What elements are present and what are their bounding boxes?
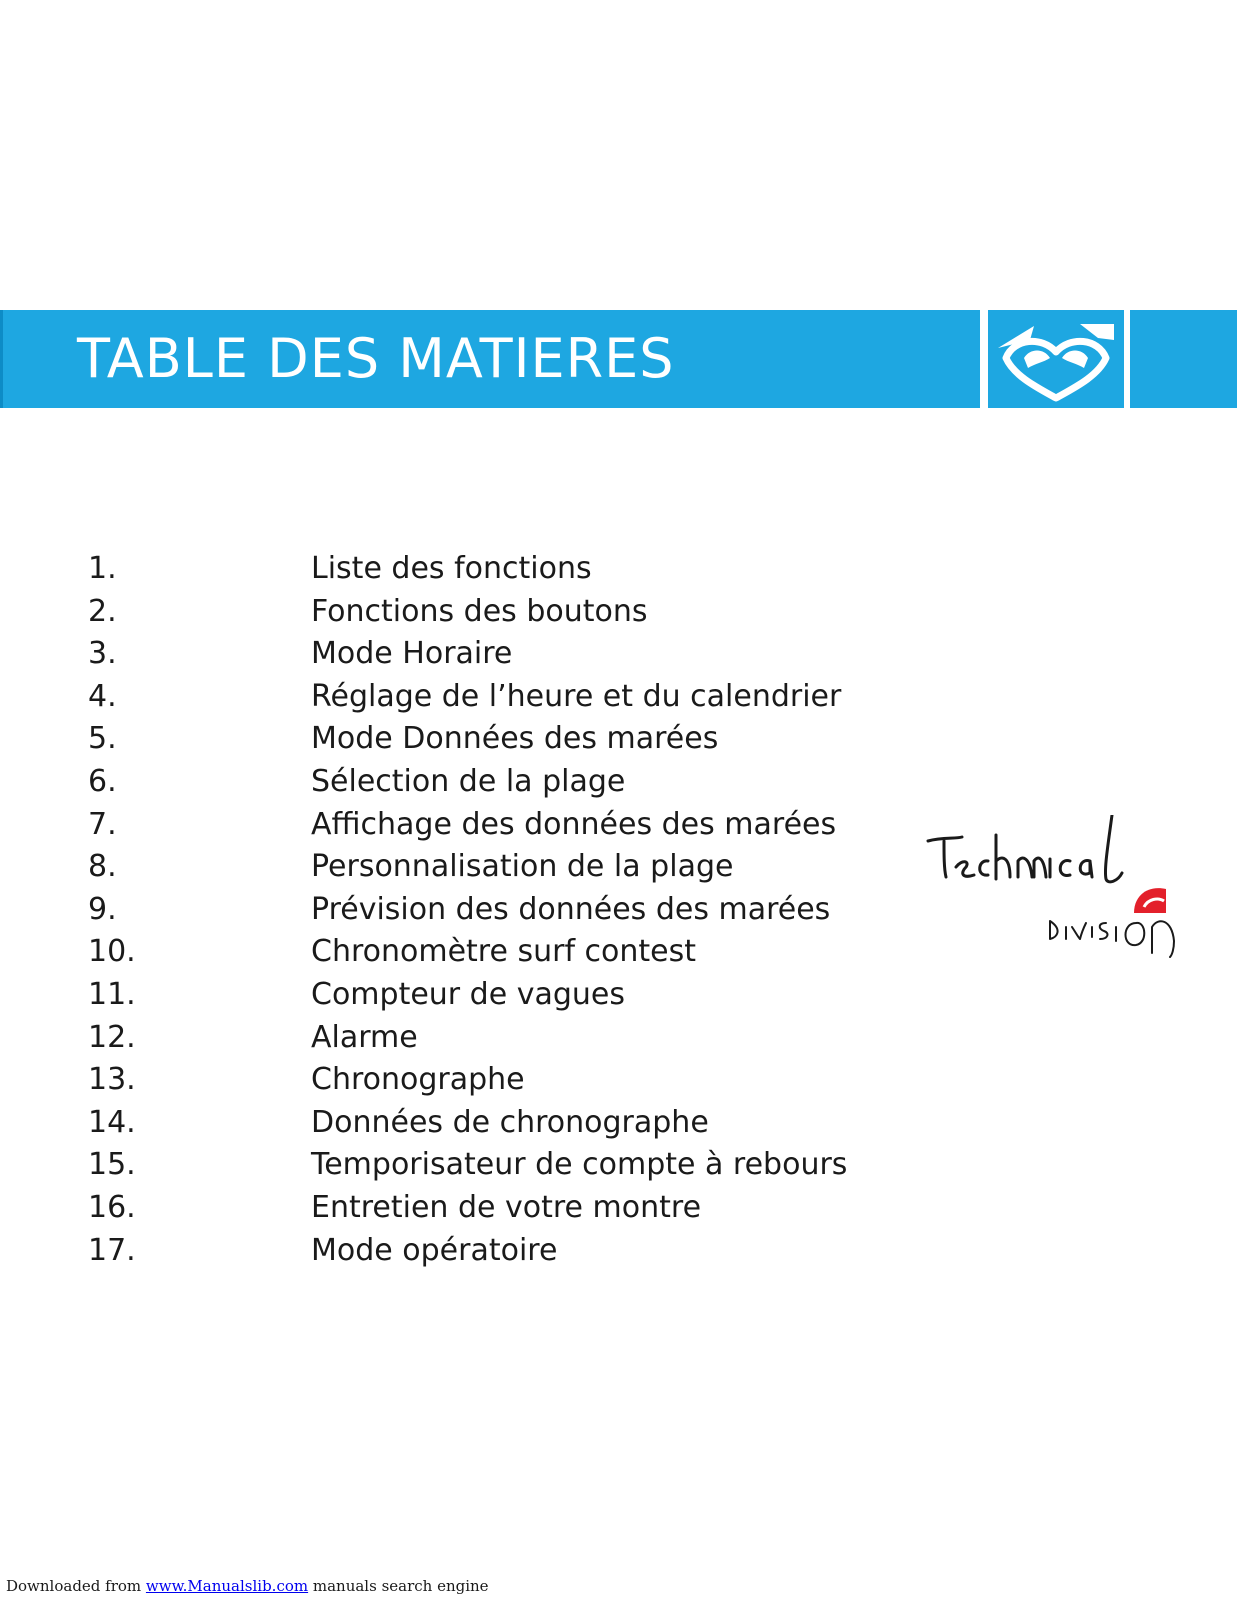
header-band	[0, 310, 1237, 408]
signature-graphic	[922, 815, 1202, 985]
toc-entry-label: Prévision des données des marées	[311, 891, 831, 927]
toc-entry	[0, 934, 940, 977]
toc-entry	[0, 679, 940, 722]
quiksilver-wave-logo-icon	[1132, 885, 1168, 915]
toc-entry	[0, 1147, 940, 1190]
toc-entry	[0, 1105, 940, 1148]
toc-entry-number: 16.	[88, 1189, 136, 1225]
title-banner	[0, 310, 980, 408]
toc-entry-label: Mode opératoire	[311, 1232, 558, 1268]
toc-entry-number: 6.	[88, 763, 117, 799]
toc-entry-number: 2.	[88, 593, 117, 629]
logo-banner	[988, 310, 1124, 408]
toc-entry-number: 13.	[88, 1062, 136, 1098]
toc-entry-label: Temporisateur de compte à rebours	[311, 1147, 848, 1183]
toc-entry-label: Compteur de vagues	[311, 976, 625, 1012]
download-footer	[6, 1577, 489, 1595]
technical-division-signature	[922, 815, 1202, 985]
toc-entry	[0, 594, 940, 637]
toc-entry-number: 10.	[88, 934, 136, 970]
toc-entry	[0, 807, 940, 850]
toc-entry-label: Données de chronographe	[311, 1104, 709, 1140]
toc-entry	[0, 849, 940, 892]
toc-entry-label: Chronomètre surf contest	[311, 934, 697, 970]
toc-entry-number: 9.	[88, 891, 117, 927]
toc-entry-number: 8.	[88, 849, 117, 885]
toc-entry-number: 3.	[88, 636, 117, 672]
toc-entry-number: 15.	[88, 1147, 136, 1183]
toc-entry-number: 12.	[88, 1019, 136, 1055]
toc-entry-number: 5.	[88, 721, 117, 757]
toc-entry-label: Réglage de l’heure et du calendrier	[311, 678, 842, 714]
footer-prefix: Downloaded from	[6, 1577, 146, 1595]
manualslib-link[interactable]: www.Manualslib.com	[145, 1577, 309, 1595]
toc-entry	[0, 636, 940, 679]
toc-entry-number: 17.	[88, 1232, 136, 1268]
toc-entry-label: Affichage des données des marées	[311, 806, 837, 842]
toc-entry-label: Mode Données des marées	[311, 721, 719, 757]
footer-suffix: manuals search engine	[308, 1577, 489, 1595]
toc-entry	[0, 977, 940, 1020]
toc-entry-label: Mode Horaire	[311, 636, 513, 672]
toc-entry	[0, 1062, 940, 1105]
roxy-heart-logo-icon	[994, 318, 1118, 402]
toc-entry-number: 14.	[88, 1104, 136, 1140]
toc-entry-label: Sélection de la plage	[311, 763, 626, 799]
toc-entry-label: Entretien de votre montre	[311, 1189, 702, 1225]
toc-entry	[0, 721, 940, 764]
toc-entry-label: Alarme	[311, 1019, 418, 1055]
toc-entry-label: Fonctions des boutons	[311, 593, 648, 629]
header-end-block	[1130, 310, 1237, 408]
toc-entry	[0, 764, 940, 807]
toc-entry-number: 11.	[88, 976, 136, 1012]
toc-entry	[0, 1020, 940, 1063]
toc-entry-label: Personnalisation de la plage	[311, 849, 734, 885]
toc-entry	[0, 892, 940, 935]
page-title: TABLE DES MATIERES	[77, 327, 675, 390]
toc-entry-number: 1.	[88, 551, 117, 586]
toc-entry-number: 7.	[88, 806, 117, 842]
toc-entry	[0, 551, 940, 594]
toc-entry	[0, 1190, 940, 1233]
toc-entry-label: Liste des fonctions	[311, 551, 592, 586]
toc-entry-number: 4.	[88, 678, 117, 714]
toc-entry	[0, 1233, 940, 1276]
toc-entry-label: Chronographe	[311, 1062, 525, 1098]
table-of-contents	[0, 551, 940, 1275]
